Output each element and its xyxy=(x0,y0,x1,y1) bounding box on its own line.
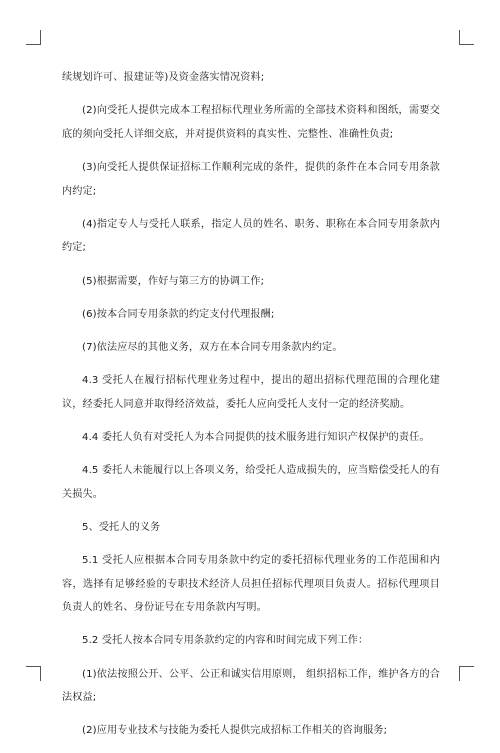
paragraph: (1)依法按照公开、公平、公正和诚实信用原则， 组织招标工作，维护各方的合法权益; xyxy=(62,668,440,704)
paragraph: 5、受托人的义务 xyxy=(82,521,161,533)
document-body xyxy=(62,66,440,753)
paragraph: 续规划许可、报建证等)及资金落实情况资料; xyxy=(62,72,265,83)
crop-mark-bottom-left xyxy=(26,666,41,681)
paragraph: (7)依法应尽的其他义务，双方在本合同专用条款内约定。 xyxy=(82,341,343,353)
paragraph: 5.2 受托人按本合同专用条款约定的内容和时间完成下列工作： xyxy=(82,635,369,647)
paragraph: (2)应用专业技术与技能为委托人提供完成招标工作相关的咨询服务; xyxy=(82,725,388,737)
paragraph: 4.5 委托人未能履行以上各项义务，给受托人造成损失的，应当赔偿受托人的有关损失。 xyxy=(62,465,440,500)
paragraph: (5)根据需要，作好与第三方的协调工作; xyxy=(82,275,265,287)
paragraph: (3)向受托人提供保证招标工作顺利完成的条件，提供的条件在本合同专用条款内约定; xyxy=(62,161,440,197)
crop-mark-top-right xyxy=(459,30,474,45)
paragraph: 4.4 委托人负有对受托人为本合同提供的技术服务进行知识产权保护的责任。 xyxy=(82,431,430,443)
crop-mark-bottom-right xyxy=(459,666,474,681)
paragraph: (2)向受托人提供完成本工程招标代理业务所需的全部技术资料和图纸，需要交底的须向受托人详细交底，并对提供资料的真实性、完整性、准确性负责; xyxy=(62,105,440,140)
crop-mark-top-left xyxy=(26,30,41,45)
paragraph: (6)按本合同专用条款的约定支付代理报酬; xyxy=(82,308,275,320)
paragraph: (4)指定专人与受托人联系，指定人员的姓名、职务、职称在本合同专用条款内约定; xyxy=(62,218,440,254)
paragraph: 5.1 受托人应根据本合同专用条款中约定的委托招标代理业务的工作范围和内容，选择有足够经验的专职技术经济人员担任招标代理项目负责人。招标代理项目负责人的姓名、身份证号在专用条款内写明。 xyxy=(62,555,440,614)
paragraph: 4.3 受托人在履行招标代理业务过程中，提出的超出招标代理范围的合理化建议，经委托人同意并取得经济效益，委托人应向受托人支付一定的经济奖励。 xyxy=(62,375,440,410)
